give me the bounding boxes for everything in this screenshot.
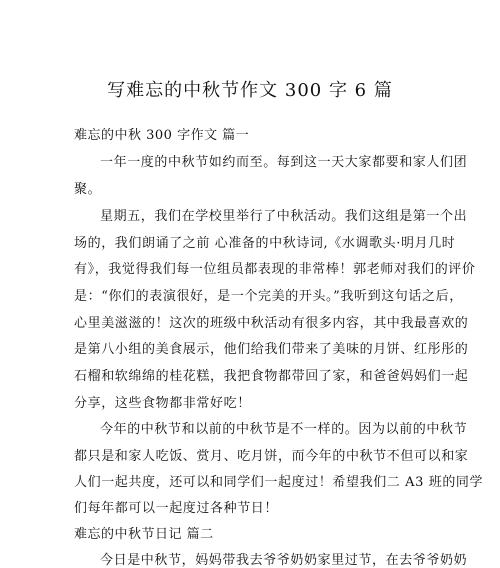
paragraph-line: 星期五，我们在学校里举行了中秋活动。我们这组是第一个出 bbox=[100, 209, 468, 224]
paragraph-line: 是：“你们的表演很好，是一个完美的开头。”我听到这句话之后， bbox=[74, 289, 463, 304]
paragraph-line: 聚。 bbox=[74, 182, 102, 197]
page-title: 写难忘的中秋节作文 300 字 6 篇 bbox=[107, 80, 393, 101]
paragraph-line: 是第八小组的美食展示，他们给我们带来了美味的月饼、红彤彤的 bbox=[74, 342, 469, 357]
paragraph-line: 有》，我觉得我们每一位组员都表现的非常棒！郭老师对我们的评价 bbox=[74, 262, 476, 277]
paragraph-line: 人们一起共度，还可以和同学们一起度过！希望我们二 A3 班的同学 bbox=[74, 475, 484, 490]
paragraph-line: 今日是中秋节，妈妈带我去爷爷奶奶家里过节，在去爷爷奶奶 bbox=[100, 553, 468, 568]
paragraph-line: 分享，这些食物都非常好吃！ bbox=[74, 396, 251, 411]
paragraph-line: 石榴和软绵绵的桂花糕，我把食物都带回了家，和爸爸妈妈们一起 bbox=[74, 369, 469, 384]
paragraph-line: 今年的中秋节和以前的中秋节是不一样的。因为以前的中秋节 bbox=[100, 422, 468, 437]
paragraph-line: 心里美滋滋的！这次的班级中秋活动有很多内容，其中我最喜欢的 bbox=[74, 316, 469, 331]
section-heading-1: 难忘的中秋 300 字作文 篇一 bbox=[74, 128, 250, 143]
paragraph-line: 们每年都可以一起度过各种节日！ bbox=[74, 501, 279, 516]
paragraph-line: 场的，我们朗诵了之前 心准备的中秋诗词,《水调歌头·明月几时 bbox=[74, 236, 456, 251]
paragraph-line: 一年一度的中秋节如约而至。每到这一天大家都要和家人们团 bbox=[100, 155, 468, 170]
section-heading-2: 难忘的中秋节日记 篇二 bbox=[74, 527, 214, 542]
paragraph-line: 都只是和家人吃饭、赏月、吃月饼，而今年的中秋节不但可以和家 bbox=[74, 449, 469, 464]
